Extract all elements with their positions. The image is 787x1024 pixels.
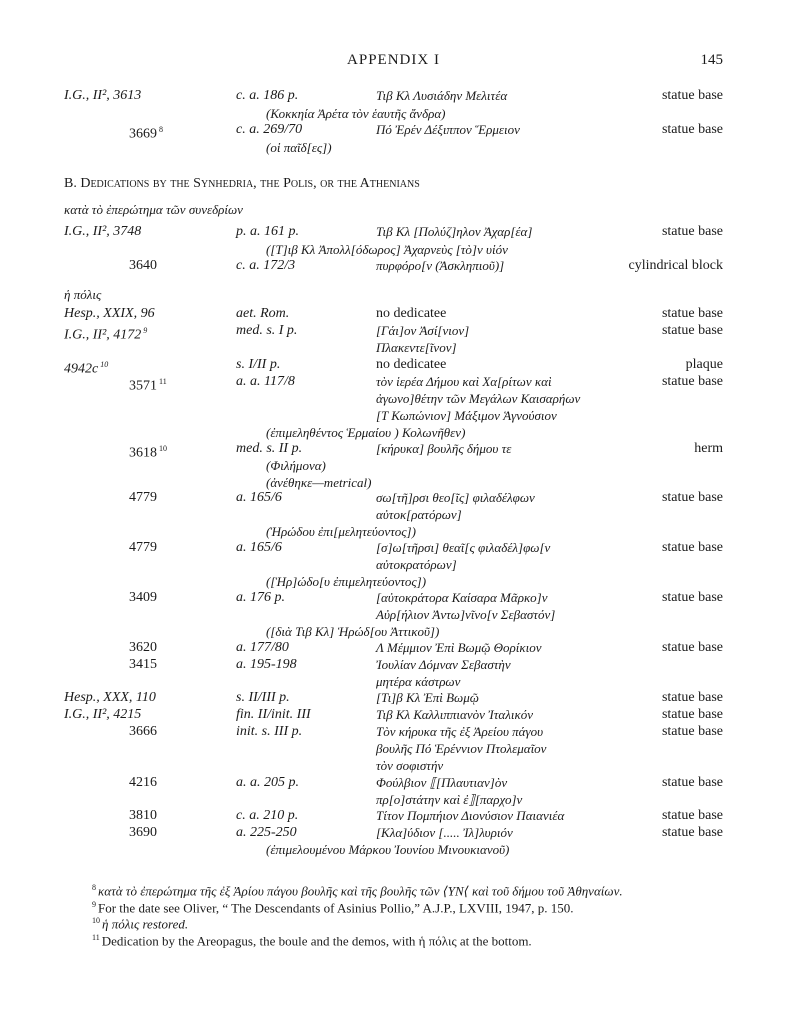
monument-type: statue base (661, 707, 723, 722)
date: med. s. II p. (236, 441, 303, 456)
footnote-number: 9 (92, 900, 98, 909)
date: a. 165/6 (236, 490, 282, 505)
footnote-number: 8 (92, 883, 98, 892)
continuation-line: αὐτοκ[ρατόρων] (376, 507, 462, 522)
continuation-line: [Τ Κωπώνιον] Μάξιμον Ἁγνούσιον (376, 408, 557, 423)
page-number: 145 (700, 52, 723, 68)
source-ref: 3640 (129, 258, 157, 273)
running-title: APPENDIX I (347, 52, 440, 68)
source-ref: 4942c $^{10}$ (64, 360, 109, 377)
continuation-line: τὸν σοφιστήν (376, 758, 444, 773)
source-ref: I.G., II², 3748 (64, 224, 142, 239)
footnote (92, 880, 623, 898)
date: a. 165/6 (236, 540, 282, 555)
date: a. 176 p. (236, 590, 285, 605)
continuation-line: βουλῆς Πό Ἑρέννιον Πτολεμαῖον (376, 741, 547, 756)
source-ref: 3571 $^{11}$ (129, 377, 167, 394)
source-ref: I.G., II², 4172 $^9$ (64, 326, 148, 343)
continuation-line: (ἀνέθηκε—metrical) (266, 475, 372, 490)
continuation-line: ([Ἡρ]ώδο[υ ἐπιμελητεύοντος]) (266, 574, 427, 589)
continuation-line: αὐτοκρατόρων] (376, 557, 457, 572)
monument-type: statue base (661, 224, 723, 239)
monument-type: herm (694, 441, 723, 456)
continuation-line: ἀγωνο]θέτην τῶν Μεγάλων Καισαρήων (376, 391, 581, 406)
footnote-ref[interactable]: 8 (157, 125, 163, 134)
continuation-line: (Φιλήμονα) (266, 458, 326, 473)
inscription-text: σω[τῆ]ρσι θεο[ῖς] φιλαδέλφων (376, 490, 535, 505)
source-ref: 3690 (129, 825, 157, 840)
footnote-text: ἡ πόλις restored. (102, 916, 189, 932)
inscription-text: Πό Ἐρέν Δέξιππον Ἕρμειον (376, 122, 520, 137)
inscription-text: Τιβ Κλ [Πολύζ]ηλον Ἀχαρ[έα] (376, 224, 533, 239)
section-heading: B. Dedications by the Synhedria, the Polis, or the Athenians (64, 176, 420, 191)
continuation-line: (οἱ παῖδ[ες]) (266, 140, 332, 155)
footnote-text: Dedication by the Areopagus, the boule and the demos, with ἡ πόλις at the bottom. (101, 933, 532, 949)
footnote-ref[interactable]: 9 (141, 326, 148, 335)
monument-type: statue base (661, 88, 723, 103)
continuation-line: Αὐρ[ήλιον Ἀντω]νῖνο[ν Σεβαστόν] (376, 607, 556, 622)
inscription-text: [αὐτοκράτορα Καίσαρα Μᾶρκο]ν (376, 590, 548, 605)
date: a. a. 117/8 (236, 374, 295, 389)
inscription-text: Τιβ Κλ Λυσιάδην Μελιτέα (376, 88, 508, 103)
source-ref: 3409 (129, 590, 157, 605)
inscription-text: Λ Μέμμιον Ἐπὶ Βωμῷ Θορίκιον (376, 640, 542, 655)
continuation-line: (Ἡρώδου ἐπι[μελητεύοντος]) (266, 524, 416, 539)
monument-type: cylindrical block (628, 258, 723, 273)
inscription-text: [Γάι]ον Ἀσί[νιον] (376, 323, 470, 338)
date: a. 177/80 (236, 640, 289, 655)
date: a. a. 205 p. (236, 775, 299, 790)
monument-type: statue base (661, 690, 723, 705)
source-ref: 4779 (129, 540, 157, 555)
monument-type: statue base (661, 590, 723, 605)
monument-type: statue base (661, 374, 723, 389)
source-ref: 3618 $^{10}$ (129, 444, 167, 461)
date: c. a. 186 p. (236, 88, 299, 103)
date: aet. Rom. (236, 306, 290, 321)
date: c. a. 210 p. (236, 808, 299, 823)
source-ref: 3810 (129, 808, 157, 823)
source-ref: Hesp., XXX, 110 (64, 690, 156, 705)
monument-type: statue base (661, 490, 723, 505)
source-ref: 3669 $^8$ (129, 125, 163, 142)
date: a. 225-250 (236, 825, 297, 840)
monument-type: plaque (685, 357, 723, 372)
continuation-line: Πλακεντε[ῖνον] (376, 340, 457, 355)
inscription-text: Τίτον Πομπήιον Διονύσιον Παιανιέα (376, 808, 565, 823)
inscription-text: no dedicatee (376, 306, 447, 321)
monument-type: statue base (661, 825, 723, 840)
source-ref: Hesp., XXIX, 96 (64, 306, 155, 321)
continuation-line: πρ[ο]στάτην καὶ ἐ⟧[παρχο]ν (376, 792, 523, 807)
inscription-text: Τιβ Κλ Καλλιππιανὸν Ἰταλικόν (376, 707, 533, 722)
footnote-number: 11 (92, 933, 102, 942)
date: c. a. 172/3 (236, 258, 296, 273)
continuation-line: (ἐπιμελουμένου Μάρκου Ἰουνίου Μινουκιανοῦ) (266, 842, 510, 857)
monument-type: statue base (661, 323, 723, 338)
inscription-text: τὸν ἱερέα Δήμου καὶ Χα[ρίτων καὶ (376, 374, 552, 389)
monument-type: statue base (661, 640, 723, 655)
monument-type: statue base (661, 306, 723, 321)
footnote-ref[interactable]: 11 (157, 377, 167, 386)
monument-type: statue base (661, 122, 723, 137)
date: p. a. 161 p. (236, 224, 299, 239)
inscription-text: [Κλα]ύδιον [..... Ἰλ]λυριόν (376, 825, 513, 840)
source-ref: I.G., II², 3613 (64, 88, 142, 103)
monument-type: statue base (661, 775, 723, 790)
footnote-number: 10 (92, 916, 102, 925)
subheading-polis: ἡ πόλις (64, 287, 102, 302)
date: s. I/II p. (236, 357, 281, 372)
date: init. s. III p. (236, 724, 303, 739)
source-ref: 3666 (129, 724, 157, 739)
inscription-text: [σ]ω[τῆρσι] θεαῖ[ς φιλαδέλ]φω[ν (376, 540, 551, 555)
source-ref: 3415 (129, 657, 157, 672)
date: s. II/III p. (236, 690, 290, 705)
continuation-line: ([Τ]ιβ Κλ Ἀπολλ[όδωρος] Ἀχαρνεὺς [τὸ]ν υἱόν (266, 242, 508, 257)
date: fin. II/init. III (236, 707, 311, 722)
subheading-synhedria: κατὰ τὸ ἐπερώτημα τῶν συνεδρίων (64, 202, 243, 217)
source-ref: 4779 (129, 490, 157, 505)
inscription-text: [κήρυκα] βουλῆς δήμου τε (376, 441, 512, 456)
footnote-ref[interactable]: 10 (157, 444, 167, 453)
inscription-text: Τὸν κήρυκα τῆς ἐξ Ἀρείου πάγου (376, 724, 544, 739)
inscription-text: Ἰουλίαν Δόμναν Σεβαστὴν (376, 657, 511, 672)
monument-type: statue base (661, 808, 723, 823)
continuation-line: μητέρα κάστρων (376, 674, 461, 689)
source-ref: 4216 (129, 775, 157, 790)
date: a. 195-198 (236, 657, 297, 672)
footnote-ref[interactable]: 10 (98, 360, 109, 369)
inscription-text: Φούλβιον ⟦[Πλαυτιαν]ὸν (376, 775, 508, 790)
page-header (0, 52, 787, 74)
footnote-text: For the date see Oliver, “ The Descendants of Asinius Pollio,” A.J.P., LXVIII, 1947, p. 150. (98, 900, 574, 916)
date: med. s. I p. (236, 323, 298, 338)
date: c. a. 269/70 (236, 122, 303, 137)
source-ref: I.G., II², 4215 (64, 707, 142, 722)
inscription-text: πυρφόρο[ν (Ἀσκληπιοῦ)] (376, 258, 505, 273)
continuation-line: (Κοκκηία Ἀρέτα τὸν ἑαυτῆς ἄνδρα) (266, 106, 446, 121)
inscription-text: [Τι]β Κλ Ἐπὶ Βωμῷ (376, 690, 479, 705)
monument-type: statue base (661, 540, 723, 555)
continuation-line: (ἐπιμεληθέντος Ἑρμαίου ) Κολωνῆθεν) (266, 425, 466, 440)
footnote-text: κατὰ τὸ ἐπερώτημα τῆς ἐξ Ἀρίου πάγου βουλῆς καὶ τῆς βουλῆς τῶν ⟨YN⟨ καὶ τοῦ δήμου τοῦ Ἀθηναίων. (98, 883, 623, 899)
footnote (92, 930, 532, 948)
inscription-text: no dedicatee (376, 357, 447, 372)
footnote (92, 913, 188, 931)
monument-type: statue base (661, 724, 723, 739)
source-ref: 3620 (129, 640, 157, 655)
continuation-line: ([διὰ Τιβ Κλ] Ἡρώδ[ου Ἀττικοῦ]) (266, 624, 440, 639)
